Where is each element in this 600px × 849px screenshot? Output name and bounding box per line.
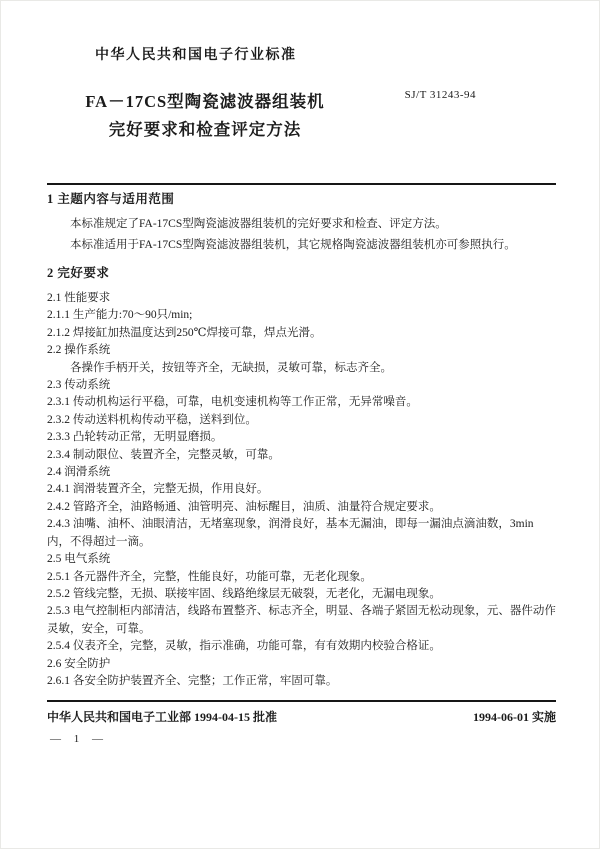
- clause-2-6: 2.6 安全防护: [47, 657, 111, 670]
- document-title-line2: 完好要求和检查评定方法: [108, 120, 302, 139]
- clause-2-5-2: 2.5.2 管线完整，无损、联接牢固、线路绝缘层无破裂，无老化，无漏电现象。: [47, 587, 441, 600]
- clause-2-5: 2.5 电气系统: [47, 553, 111, 566]
- clause-2-5-1: 2.5.1 各元器件齐全，完整，性能良好，功能可靠，无老化现象。: [47, 570, 372, 583]
- bottom-rule: [47, 700, 556, 702]
- clause-2-1: 2.1 性能要求: [47, 292, 111, 304]
- clause-2-5-4: 2.5.4 仪表齐全，完整，灵敏，指示准确，功能可靠，有有效期内校验合格证。: [47, 640, 441, 653]
- approval-note: 中华人民共和国电子工业部 1994-04-15 批准: [47, 710, 277, 724]
- title-block: [55, 88, 355, 144]
- clause-2-3-2: 2.3.2 传动送料机构传动平稳，送料到位。: [47, 413, 257, 426]
- clause-2-1-1: 2.1.1 生产能力:70～90只/min;: [47, 309, 193, 322]
- clause-2-6-1: 2.6.1 各安全防护装置齐全、完整；工作正常，牢固可靠。: [47, 674, 338, 687]
- document-footer: [47, 708, 556, 725]
- clause-2-4-2: 2.4.2 管路齐全，油路畅通、油管明亮、油标醒目，油质、油量符合规定要求。: [47, 500, 441, 513]
- clause-2-4-1: 2.4.1 润滑装置齐全，完整无损，作用良好。: [47, 483, 269, 496]
- clause-2-2: 2.2 操作系统: [47, 344, 111, 357]
- standard-org-line: 中华人民共和国电子行业标准: [95, 48, 297, 63]
- clause-2-5-3: 2.5.3 电气控制柜内部清洁，线路布置整齐、标志齐全，明显、各端子紧固无松动现象，元、器件动作灵敏，安全，可靠。: [47, 605, 556, 635]
- standard-code: SJ/T 31243-94: [404, 89, 476, 101]
- section-1-para-2: 本标准适用于FA-17CS型陶瓷滤波器组装机，其它规格陶瓷滤波器组装机亦可参照执行。: [70, 239, 516, 251]
- clause-2-3-3: 2.3.3 凸轮转动正常，无明显磨损。: [47, 431, 223, 444]
- clause-2-4: 2.4 润滑系统: [47, 466, 111, 479]
- page-number: — 1 —: [50, 733, 108, 745]
- clause-2-2-text: 各操作手柄开关，按钮等齐全，无缺损，灵敏可靠，标志齐全。: [70, 361, 392, 374]
- section-1-para-1: 本标准规定了FA-17CS型陶瓷滤波器组装机的完好要求和检查、评定方法。: [70, 218, 447, 230]
- implementation-note: 1994-06-01 实施: [473, 710, 556, 724]
- clause-2-4-3: 2.4.3 油嘴、油杯、油眼清洁，无堵塞现象，润滑良好，基本无漏油，即每一漏油点滴油数，3min内，不得超过一滴。: [47, 518, 534, 548]
- clause-2-1-2: 2.1.2 焊接缸加热温度达到250℃焊接可靠，焊点光滑。: [47, 326, 322, 339]
- clause-2-3-1: 2.3.1 传动机构运行平稳，可靠，电机变速机构等工作正常，无异常噪音。: [47, 396, 418, 409]
- document-body: [47, 191, 556, 690]
- section-1-heading: 1 主题内容与适用范围: [47, 192, 175, 206]
- clause-2-3: 2.3 传动系统: [47, 379, 111, 392]
- top-rule: [47, 183, 556, 185]
- document-title-line1: FA－17CS型陶瓷滤波器组装机: [85, 92, 325, 111]
- clause-2-3-4: 2.3.4 制动限位、装置齐全，完整灵敏，可靠。: [47, 448, 280, 461]
- section-2-heading: 2 完好要求: [47, 266, 110, 280]
